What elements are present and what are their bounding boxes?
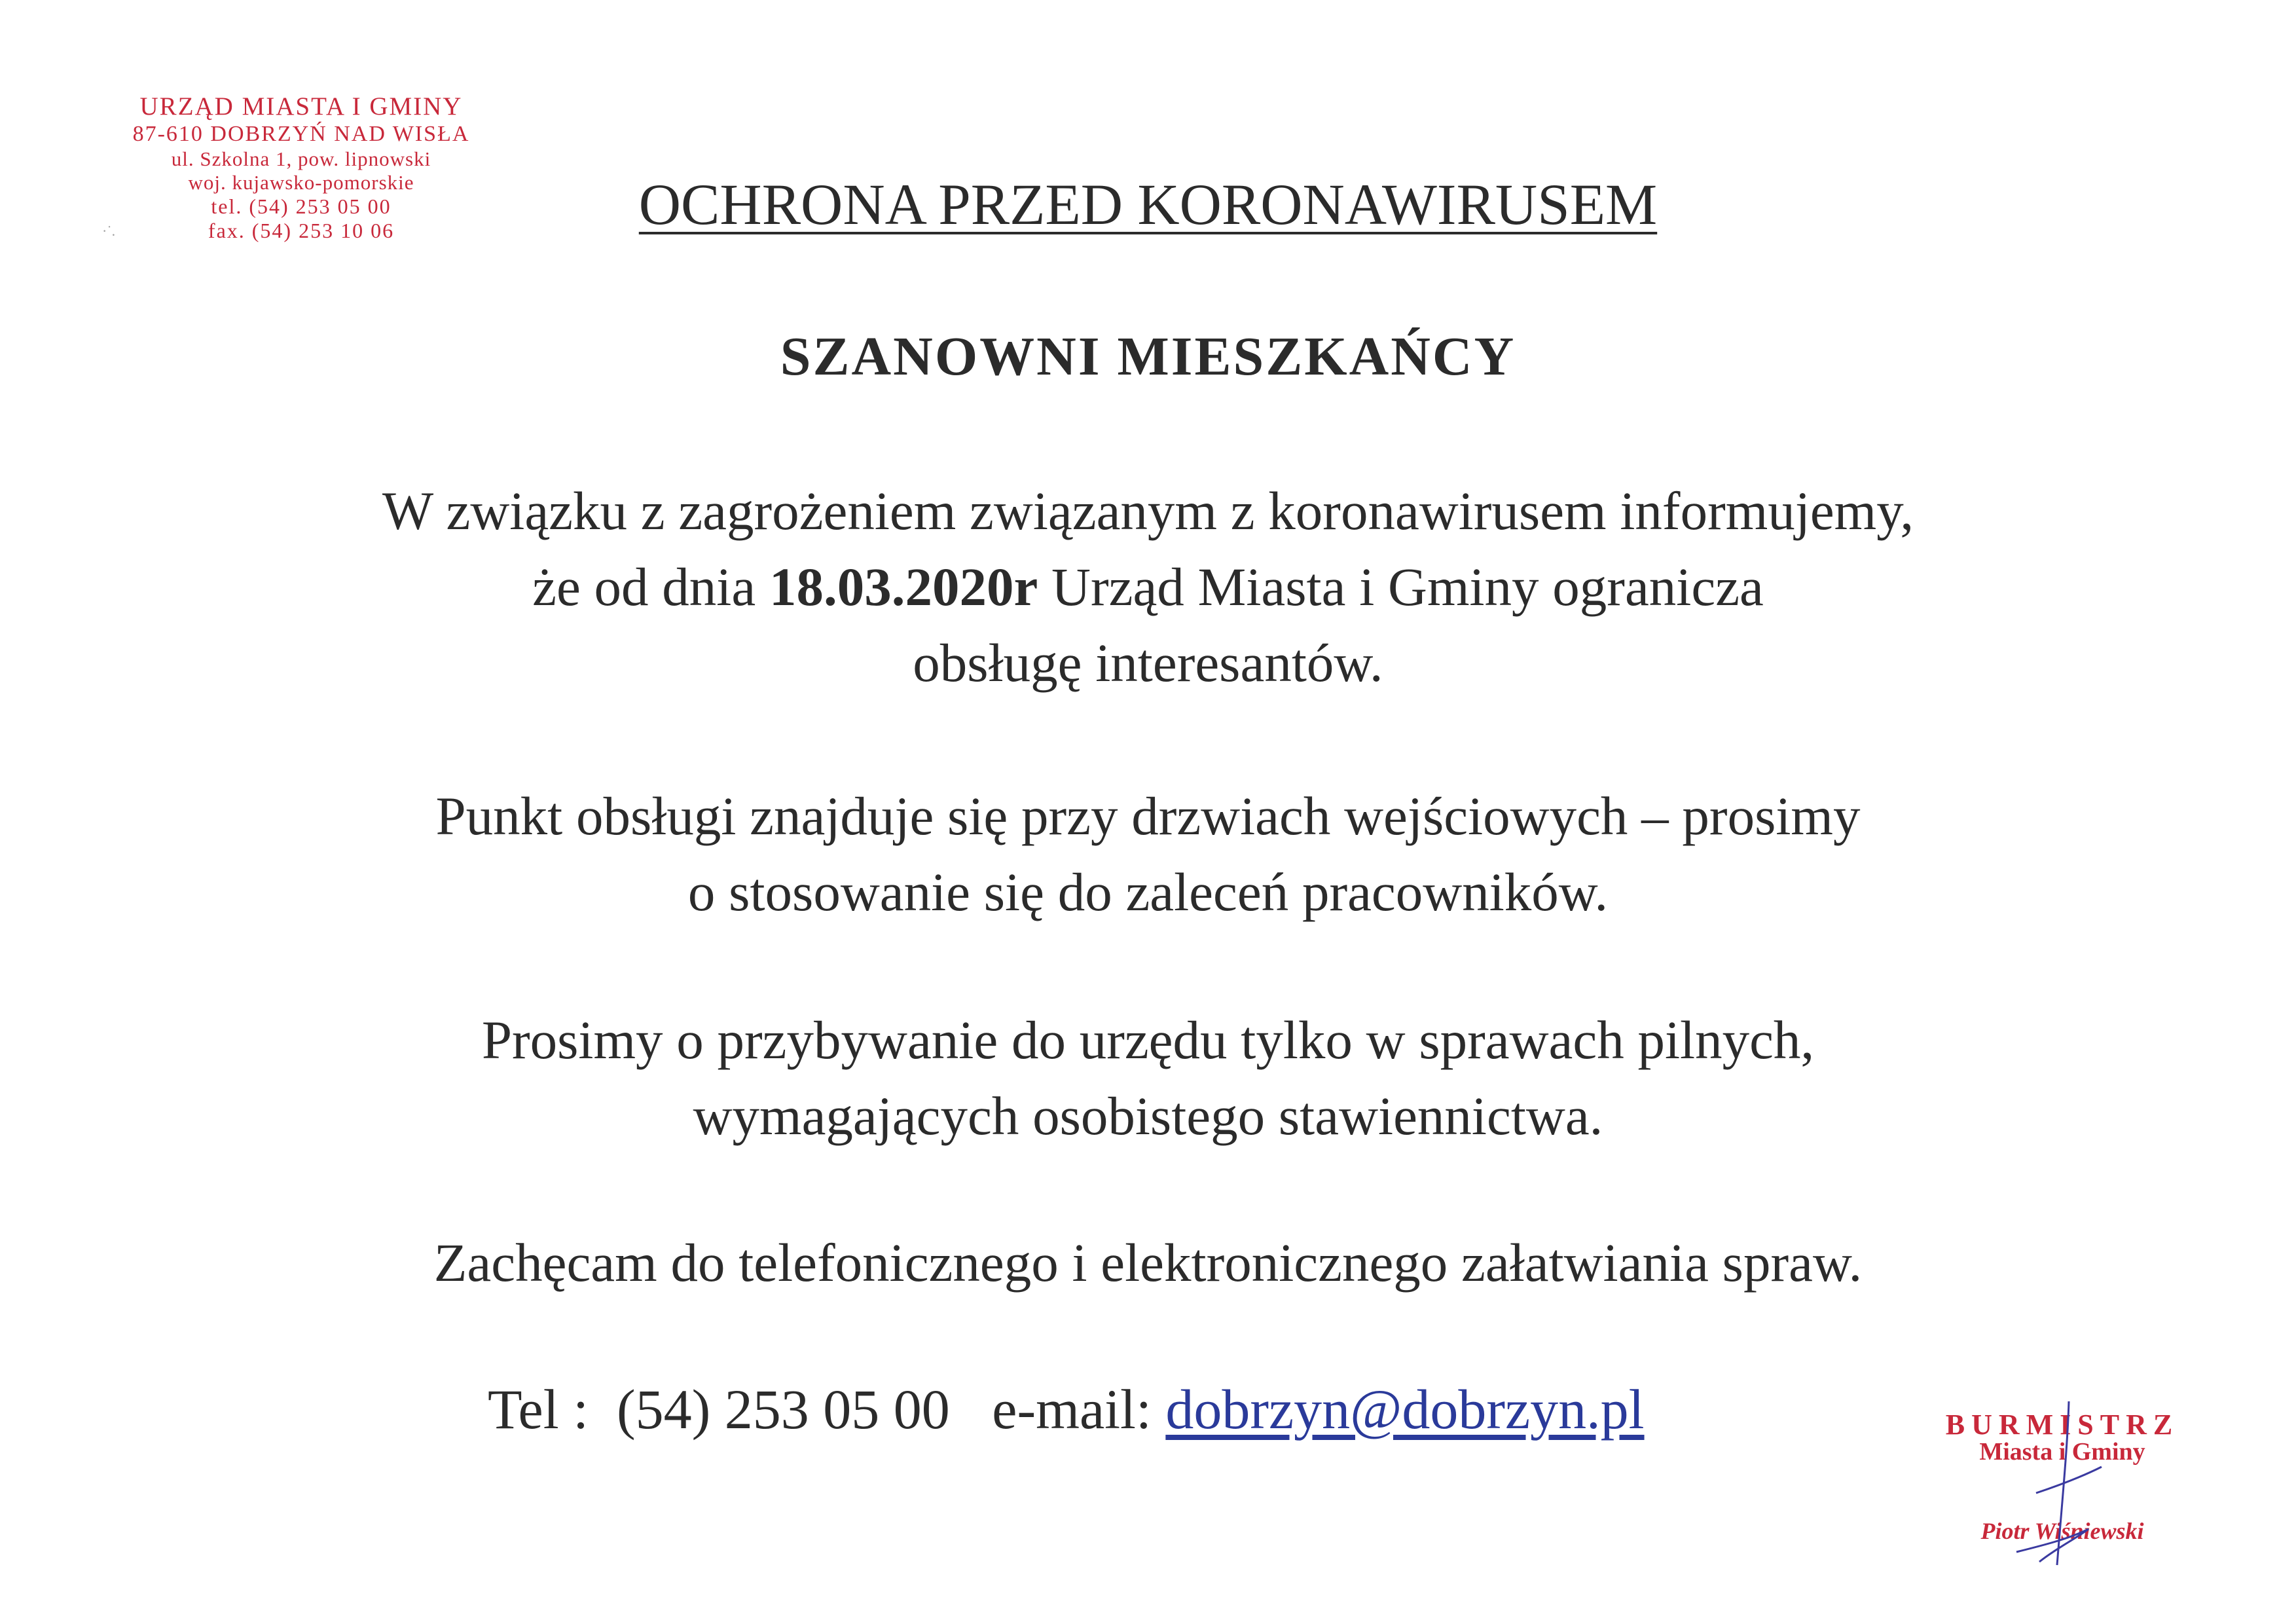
stamp-fax: fax. (54) 253 10 06 <box>208 218 395 242</box>
stamp-office-name: URZĄD MIASTA I GMINY <box>139 92 463 120</box>
handwritten-signature-icon <box>1971 1388 2141 1585</box>
paragraph-line <box>0 549 2296 625</box>
paragraph-line: Punkt obsługi znajduje się przy drzwiach wejściowych – prosimy <box>435 786 1861 846</box>
email-label: e-mail: <box>949 1378 1166 1441</box>
service-point-paragraph <box>0 778 2296 930</box>
stamp-ink-speckle: ·˙. <box>102 223 116 239</box>
page-title: OCHRONA PRZED KORONAWIRUSEM <box>638 173 1658 237</box>
paragraph-text: Urząd Miasta i Gminy ogranicza <box>1038 557 1764 618</box>
signature-title: BURMISTRZ <box>1945 1409 2179 1441</box>
paragraph-line: o stosowanie się do zaleceń pracowników. <box>687 862 1609 923</box>
tel-label: Tel : <box>488 1378 617 1441</box>
tel-value: (54) 253 05 00 <box>617 1378 950 1441</box>
mayor-signature-stamp <box>1912 1408 2213 1545</box>
urgent-matters-paragraph <box>0 1002 2296 1154</box>
encouragement-paragraph <box>0 1225 2296 1301</box>
email-link[interactable]: dobrzyn@dobrzyn.pl <box>1165 1378 1645 1441</box>
stamp-street: ul. Szkolna 1, pow. lipnowski <box>171 147 431 170</box>
paragraph-line: W związku z zagrożeniem związanym z koronawirusem informujemy, <box>382 481 1914 541</box>
paragraph-line: Prosimy o przybywanie do urzędu tylko w sprawach pilnych, <box>481 1010 1815 1070</box>
contact-line <box>488 1376 1645 1442</box>
salutation: SZANOWNI MIESZKAŃCY <box>780 326 1516 387</box>
paragraph-line: Zachęcam do telefonicznego i elektronicznego załatwiania spraw. <box>433 1232 1863 1293</box>
stamp-postal-address: 87-610 DOBRZYŃ NAD WISŁA <box>132 122 470 147</box>
signature-subtitle: Miasta i Gminy <box>1979 1438 2145 1466</box>
paragraph-line: wymagających osobistego stawiennictwa. <box>693 1086 1603 1147</box>
paragraph-text: że od dnia <box>532 557 769 618</box>
stamp-voivodeship: woj. kujawsko-pomorskie <box>188 170 414 194</box>
announcement-paragraph <box>0 473 2296 701</box>
stamp-phone: tel. (54) 253 05 00 <box>211 194 392 218</box>
signature-name: Piotr Wiśniewski <box>1980 1518 2144 1544</box>
paragraph-line: obsługę interesantów. <box>913 633 1383 693</box>
effective-date: 18.03.2020r <box>769 557 1038 618</box>
